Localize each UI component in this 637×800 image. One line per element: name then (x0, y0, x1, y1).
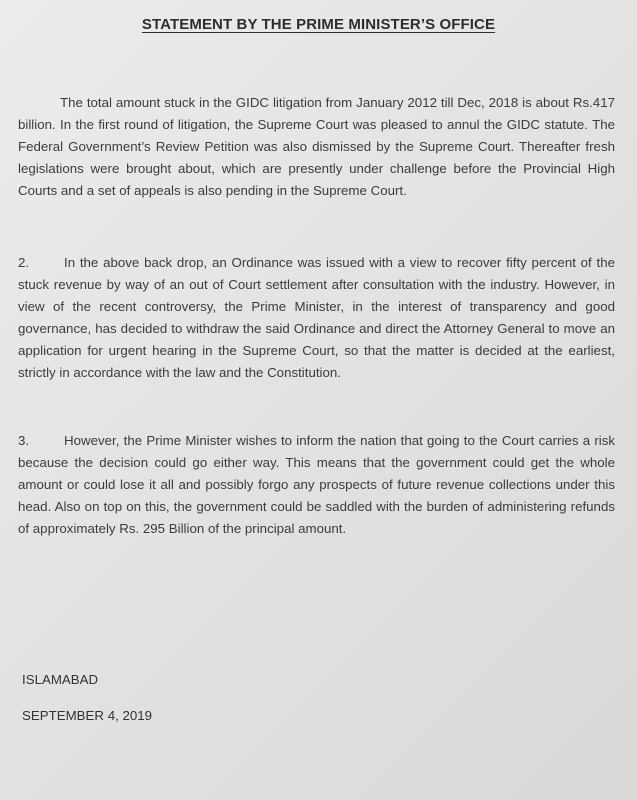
paragraph-3-number: 3. (18, 433, 30, 448)
document-title (0, 16, 637, 33)
issue-place: ISLAMABAD (22, 672, 99, 687)
paragraph-3 (18, 430, 615, 540)
paragraph-2 (18, 252, 615, 384)
issue-date: SEPTEMBER 4, 2019 (22, 708, 153, 723)
paragraph-1: The total amount stuck in the GIDC litigation from January 2012 till Dec, 2018 is about Rs.417 billion. In the first round of litigation, the Supreme Court was pleased to annul the GIDC statute. The Federal Government’s Review Petition was also dismissed by the Supreme Court. Thereafter fresh legislations were brought about, which are presently under challenge before the Provincial High Courts and a set of appeals is also pending in the Supreme Court. (18, 95, 615, 198)
paragraph-2-number: 2. (18, 255, 30, 270)
paragraph-2-text: In the above back drop, an Ordinance was issued with a view to recover fifty percent of the stuck revenue by way of an out of Court settlement after consultation with the industry. However, in view of the recent controversy, the Prime Minister, in the interest of transparency and good governance, has decided to withdraw the said Ordinance and direct the Attorney General to move an application for urgent hearing in the Supreme Court, so that the matter is decided at the earliest, strictly in accordance with the law and the Constitution. (18, 255, 615, 380)
paragraph-3-text: However, the Prime Minister wishes to inform the nation that going to the Court carries a risk because the decision could go either way. This means that the government could get the whole amount or could lose it all and possibly forgo any prospects of future revenue collections under this head. Also on top on this, the government could be saddled with the burden of administering refunds of approximately Rs. 295 Billion of the principal amount. (18, 433, 615, 536)
document-title-text: STATEMENT BY THE PRIME MINISTER’S OFFICE (141, 16, 496, 33)
